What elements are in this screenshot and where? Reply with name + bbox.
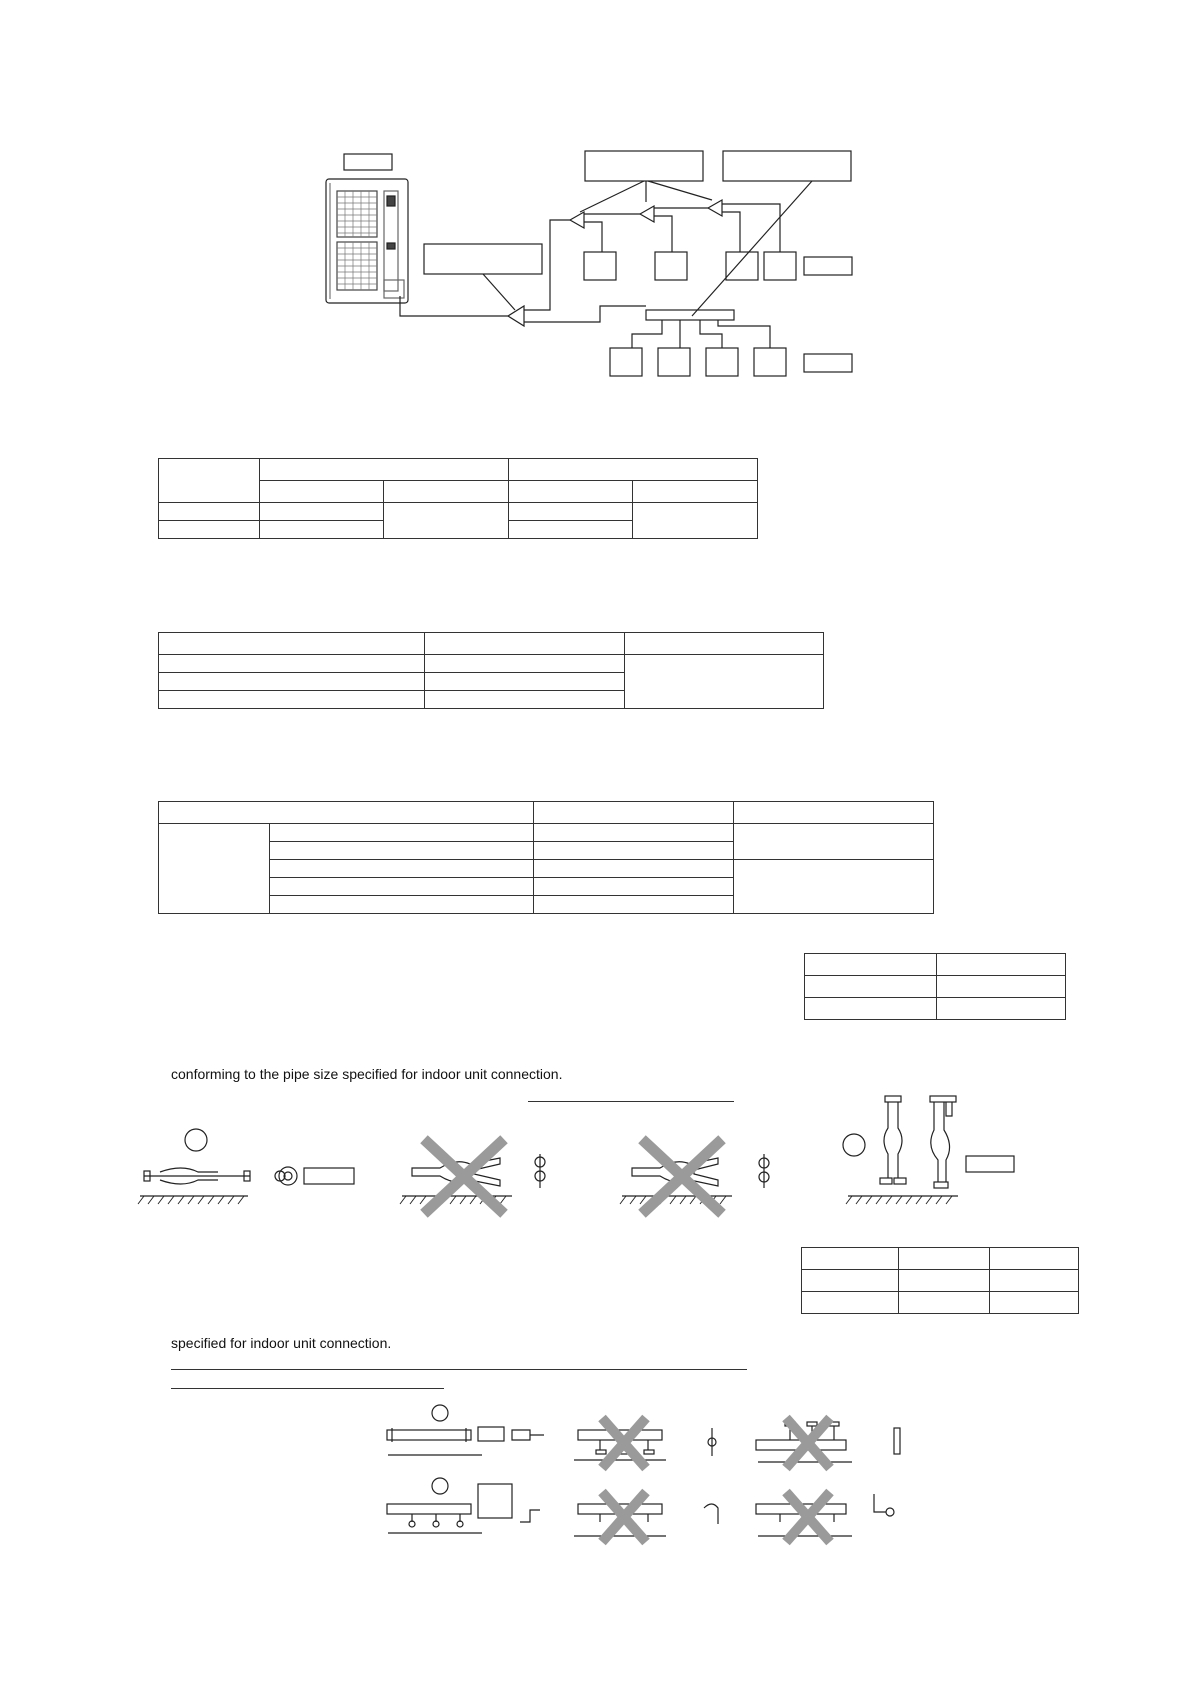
underline-rule xyxy=(171,1388,444,1389)
correct-vertical-figure xyxy=(843,1096,1014,1204)
ok-mark-icon xyxy=(185,1129,207,1151)
label-box xyxy=(478,1484,512,1518)
ok-mark-icon xyxy=(843,1134,865,1156)
caption-single-branch: conforming to the pipe size specified for indoor unit connection. xyxy=(171,1066,563,1082)
ok-mark-icon xyxy=(432,1478,448,1494)
label-box xyxy=(966,1156,1014,1172)
caption-header-branch: specified for indoor unit connection. xyxy=(171,1335,392,1351)
wrong-cross-icon xyxy=(602,1418,830,1542)
wrong-orientation-figure-2 xyxy=(620,1143,769,1210)
correct-horizontal-figure xyxy=(138,1129,354,1204)
table-small-2 xyxy=(801,1247,1079,1314)
label-box xyxy=(304,1168,354,1184)
wrong-orientation-figure-1 xyxy=(400,1143,545,1210)
underline-rule xyxy=(171,1369,747,1370)
ok-mark-icon xyxy=(432,1405,448,1421)
header-install-figures xyxy=(387,1405,900,1542)
label-box xyxy=(478,1427,504,1441)
